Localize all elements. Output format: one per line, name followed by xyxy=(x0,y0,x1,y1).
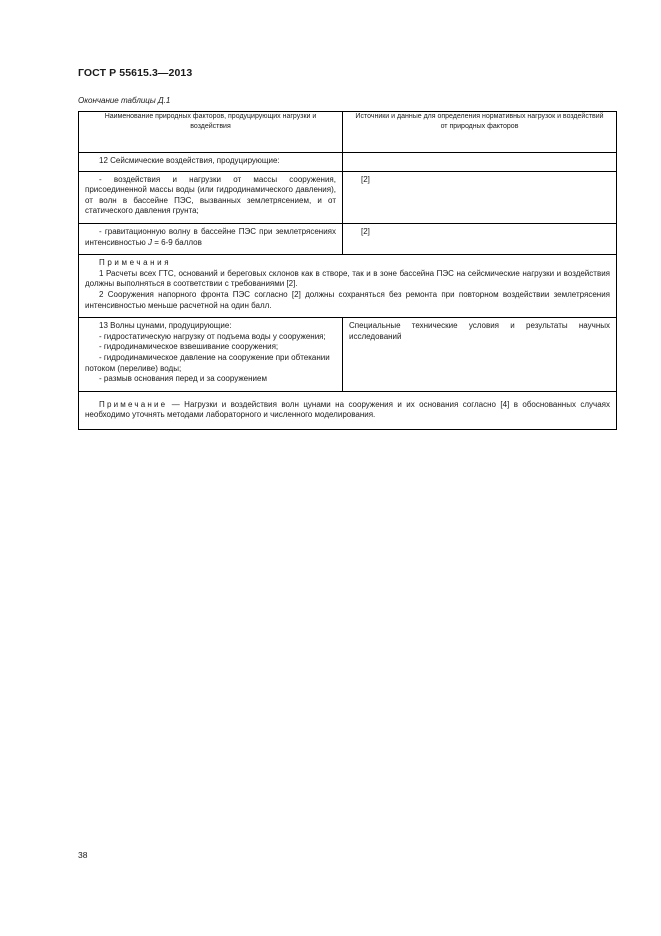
cell-13-source xyxy=(343,318,617,392)
note-13-block xyxy=(79,392,616,429)
cell-12-title-source xyxy=(343,153,617,172)
row-12b-variable: J xyxy=(147,237,152,247)
note-13-label: Примечание xyxy=(99,399,168,409)
cell-12a-source xyxy=(343,171,617,223)
row-12a-text: - воздействия и нагрузки от массы сооружения, присоединенной массы воды (или гидродинамического давления), от волн в бассейне ПЭС, вызванных землетрясением, и от статического давления грунта; xyxy=(85,174,336,216)
column-header-factors-text: Наименование природных факторов, продуцирующих нагрузки и воздействия xyxy=(104,113,317,130)
column-header-sources-text: Источники и данные для определения нормативных нагрузок и воздействий от природных факторов xyxy=(355,113,604,130)
document-code: ГОСТ Р 55615.3—2013 xyxy=(78,67,193,79)
row-12b-text-after: = 6-9 баллов xyxy=(151,237,202,247)
table-row-note-13 xyxy=(79,391,617,429)
table-row-12-title xyxy=(79,153,617,172)
cell-12a-text xyxy=(79,171,343,223)
row-12b-text-before: - гравитационную волну в бассейне ПЭС при землетрясениях интенсивностью xyxy=(85,226,336,247)
cell-12b-text xyxy=(79,223,343,254)
row-12a-source: [2] xyxy=(361,174,370,184)
row-12b-source: [2] xyxy=(361,226,370,236)
row-13-item-4: - размыв основания перед и за сооружением xyxy=(99,374,267,384)
cell-13-text xyxy=(79,318,343,392)
notes-12-item-1: 1 Расчеты всех ГТС, оснований и береговых склонов как в створе, так и в зоне бассейна ПЭС на сейсмические нагрузки и воздействия должны выполняться в соответствии с требованиями [2]. xyxy=(85,268,610,289)
notes-12-title: Примечания xyxy=(99,258,172,268)
row-13-title: 13 Волны цунами, продуцирующие: xyxy=(99,321,232,331)
notes-12-item-2: 2 Сооружения напорного фронта ПЭС согласно [2] должны сохраняться без ремонта при повторном воздействии землетрясения интенсивностью меньше расчетной на один балл. xyxy=(85,289,610,310)
table-caption: Окончание таблицы Д.1 xyxy=(78,96,171,105)
table-row-12a xyxy=(79,171,617,223)
column-header-sources xyxy=(343,112,617,153)
cell-12b-source xyxy=(343,223,617,254)
column-header-factors xyxy=(79,112,343,153)
row-13-block xyxy=(79,318,342,391)
page-number: 38 xyxy=(78,850,88,860)
table-row-13 xyxy=(79,318,617,392)
cell-12-title xyxy=(79,153,343,172)
table-row-notes-12 xyxy=(79,255,617,318)
row-13-item-1: - гидростатическую нагрузку от подъема воды у сооружения; xyxy=(99,331,326,341)
table-header-row xyxy=(79,112,617,153)
notes-12-block xyxy=(79,255,616,317)
cell-notes-12 xyxy=(79,255,617,318)
row-13-source: Специальные технические условия и результаты научных исследований xyxy=(349,321,610,341)
table-row-12b xyxy=(79,223,617,254)
row-12-title-text: 12 Сейсмические воздействия, продуцирующие: xyxy=(99,156,280,165)
cell-note-13 xyxy=(79,391,617,429)
row-13-item-3: - гидродинамическое давление на сооружение при обтекании потоком (переливе) воды; xyxy=(85,352,330,373)
row-13-item-2: - гидродинамическое взвешивание сооружения; xyxy=(99,342,279,352)
loads-table xyxy=(78,111,617,430)
row-12b-text xyxy=(79,224,342,254)
note-13-text: — Нагрузки и воздействия волн цунами на сооружения и их основания согласно [4] в обоснованных случаях необходимо уточнять методами лабораторного и численного моделирования. xyxy=(85,399,610,420)
